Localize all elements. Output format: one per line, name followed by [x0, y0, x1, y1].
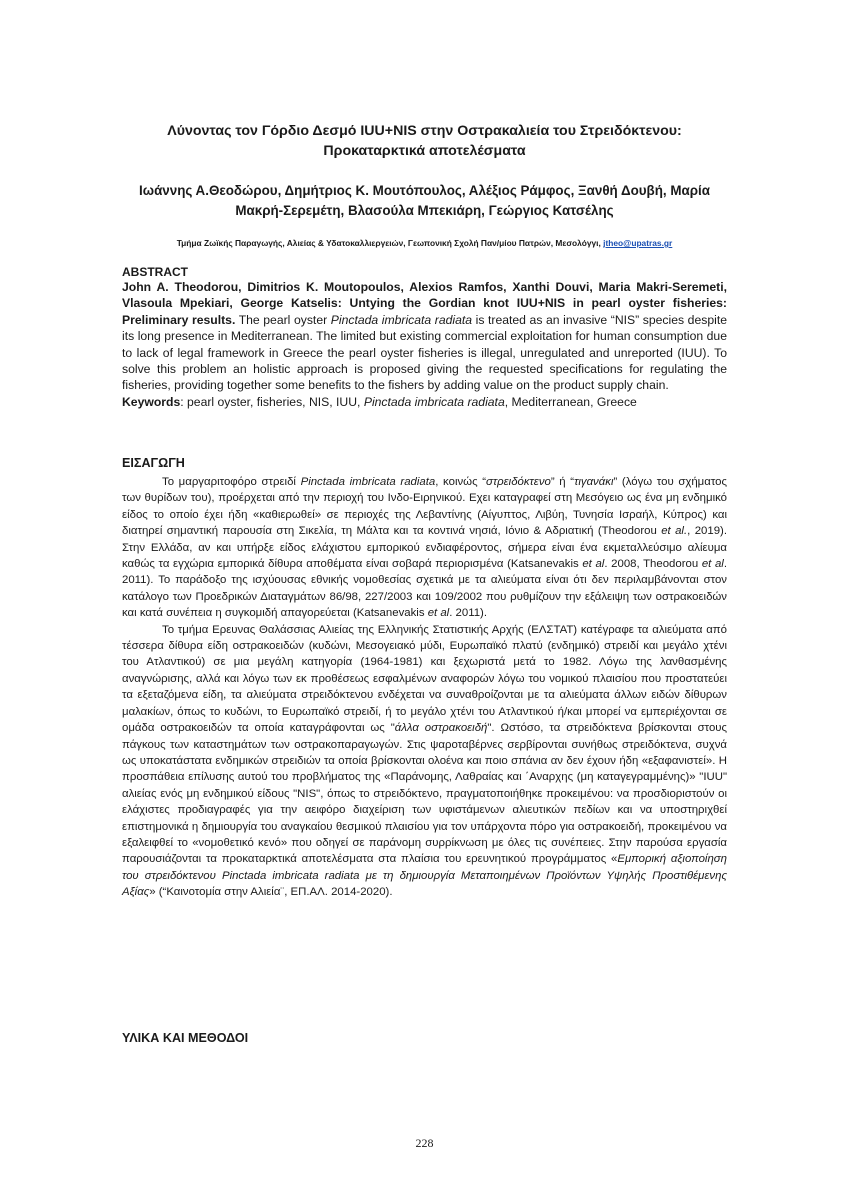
introduction-paragraph-1	[122, 474, 727, 622]
introduction-p1-run: et al	[427, 607, 450, 620]
introduction-p1-run: . 2011).	[449, 607, 487, 620]
introduction-p1-run: . 2008, Theodorou	[604, 558, 702, 571]
keywords-text-2: , Mediterranean, Greece	[504, 394, 637, 409]
affiliation-text: Τμήμα Ζωϊκής Παραγωγής, Αλιείας & Υδατοκαλλιεργειών, Γεωπονική Σχολή Παν/μίου Πατρών, Μεσολόγγι,	[176, 238, 604, 248]
introduction-p1-run: , κοινώς “	[435, 476, 486, 488]
introduction-p1-run: . 2011). Το παράδοξο της ισχύουσας εθνικής νομοθεσίας σχετικά με τα αλιεύματα είναι ότι δεν περιλαμβάνονται στον κατάλογο των Προεδρικών Διαταγμάτων 86/98, 227/2003 και 109/2002 που ρυθμίζουν την εξάλειψη των οστρακοειδών και κατά συνέπεια η συγκομιδή απαγορεύεται (Katsanevakis	[122, 558, 728, 620]
introduction-p1-run: Το μαργαριτοφόρο στρειδί	[162, 476, 301, 488]
author-list-line-1: Ιωάννης Α.Θεοδώρου, Δημήτριος Κ. Μουτόπουλος, Αλέξιος Ράμφος, Ξανθή Δουβή, Μαρία	[139, 183, 710, 198]
abstract-heading: ABSTRACT	[122, 265, 188, 279]
introduction-body	[122, 474, 727, 901]
introduction-p1-run: στρειδόκτενο	[486, 476, 551, 488]
abstract-species: Pinctada imbricata radiata	[330, 312, 473, 327]
keywords-species: Pinctada imbricata radiata	[363, 394, 505, 409]
paper-title-line-2: Προκαταρκτικά αποτελέσματα	[323, 143, 526, 159]
introduction-p2-run: » (“Καινοτομία στην Αλιεία¨, ΕΠ.ΑΛ. 2014-2020).	[149, 886, 393, 899]
abstract-text-2: is treated as an invasive “NIS” species despite its long presence in Mediterranean. The limited but existing commercial exploitation for human consumption due to lack of legal framework in Greece the pearl oyster fisheries is illegal, unregulated and unreported (IUU). To solve this problem an holistic approach is proposed giving the requested specifications for regulating the fisheries, providing together some benefits to the fishers by adding value on the product supply chain.	[122, 312, 727, 393]
introduction-p1-run: et al.	[661, 525, 688, 538]
introduction-paragraph-2	[122, 622, 727, 901]
introduction-p2-run: Εμπορική αξιοποίηση του στρειδόκτενου Pinctada imbricata radiata με τη δημιουργία Μεταποιημένων Προϊόντων Υψηλής Προστιθέμενης Αξίας	[122, 853, 727, 899]
introduction-p1-run: et al	[582, 558, 605, 571]
introduction-p2-run: ". Ωστόσο, τα στρειδόκτενα βρίσκονται στους πάγκους των καταστημάτων των οστρακοπαραγωγών. Στις ψαροταβέρνες σερβίρονται συνήθως στρειδόκτενα, συχνά ως υποκατάστατα ενδημικών στρειδιών τα οποία βρίσκονται ολοένα και ποιο σπάνια αν δεν έχουν ήδη «εξαφανιστεί». Η προσπάθεια επίλυσης αυτού του προβλήματος της «Παράνομης, Λαθραίας και ΄Αναρχης (μη καταγεγραμμένης)» "IUU" αλιείας ενός μη ενδημικού είδους "NIS", όπως το στρειδόκτενο, πραγματοποιήθηκε προκειμένου: να προσδιοριστούν οι ελάχιστες προδιαγραφές για την αειφόρο διαχείριση των υφιστάμενων αλιευτικών πεδίων και να υποστηριχθεί επιστημονικά η δημιουργία του αναγκαίου θεσμικού πλαισίου για τον υπάρχοντα πόρο για οστρακοειδή, προκειμένου να εξαλειφθεί το «νομοθετικό κενό» που οδηγεί σε παράνομη συρρίκνωση με όλες τις συνέπειες. Στην παρούσα εργασία παρουσιάζονται τα προκαταρκτικά αποτελέσματα στα πλαίσια του ερευνητικού προγράμματος «	[122, 722, 728, 866]
author-list-line-2: Μακρή-Σερεμέτη, Βλασούλα Μπεκιάρη, Γεώργιος Κατσέλης	[235, 203, 614, 218]
introduction-p2-run: Το τμήμα Ερευνας Θαλάσσιας Αλιείας της Ελληνικής Στατιστικής Αρχής (ΕΛΣΤΑΤ) κατέγραφε τα αλιεύματα από τέσσερα δίθυρα είδη οστρακοειδών (κυδώνι, Μεσογειακό μύδι, Ευρωπαϊκό πλατύ (ενδημικό) στρειδί και μεγάλο χτένι του Ατλαντικού) σε μια μεγάλη κατηγορία (1964-1981) και ξεχωριστά μετά το 1982. Λόγω της λανθασμένης αναγνώρισης, αλλά και λόγω των εκ προθέσεως εσφαλμένων αναφορών λόγω του νομικού πλαισίου που προστατεύει τα εξεταζόμενα είδη, τα αλιεύματα στρειδόκτενου ενδέχεται να συναθροίζονται με τα αλιεύματα άλλων ειδών δίθυρων μαλακίων, όπως το κυδώνι, το Ευρωπαϊκό στρειδί, ή το μεγάλο χτένι του Ατλαντικού ή/και μπορεί να εμπεριέχονται σε ομάδα οστρακοειδών τα οποία καταγράφονται ως "	[122, 623, 727, 735]
email-link[interactable]: jtheo@upatras.gr	[603, 238, 673, 248]
introduction-p2-run: άλλα οστρακοειδή	[394, 722, 488, 735]
introduction-p1-run: , 2019). Στην Ελλάδα, αν και υπήρξε είδος ελάχιστου εμπορικού ενδιαφέροντος, σήμερα είναι ένα εκμεταλλεύσιμο αλίευμα καθώς τα εγχώρια εμπορικά δίθυρα αποθέματα είναι σοβαρά περιορισμένα (Katsanevakis	[122, 525, 727, 571]
introduction-p1-run: ” ή “	[550, 476, 575, 488]
introduction-p1-run: Pinctada imbricata radiata	[300, 476, 436, 488]
keywords-text-1: : pearl oyster, fisheries, NIS, IUU,	[180, 394, 364, 409]
paper-title	[122, 121, 727, 161]
keywords-label: Keywords	[122, 394, 181, 409]
introduction-heading: ΕΙΣΑΓΩΓΗ	[122, 456, 185, 470]
author-list	[122, 181, 727, 221]
introduction-p1-run: ” (λόγω του σχήματος των θυρίδων του), προέρχεται από την περιοχή του Ινδο-Ειρηνικού. Εχει καταγραφεί στη Μεσόγειο ως ένα μη ενδημικό είδος το οποίο έχει ήδη «καθιερωθεί» σε περιοχές της Λεβαντίνης (Αίγυπτος, Λιβύη, Τυνησία Ισραήλ, Κύπρος) και διατηρεί σημαντική παρουσία στη Σικελία, τη Μάλτα και τα κοντινά νησιά, Ιόνιο & Αδριατική (Theodorou	[122, 476, 727, 538]
introduction-p1-run: τιγανάκι	[574, 476, 614, 488]
abstract-text-1: The pearl oyster	[235, 312, 331, 327]
abstract-title: John A. Theodorou, Dimitrios K. Moutopoulos, Alexios Ramfos, Xanthi Douvi, Maria Makri-Seremeti, Vlasoula Mpekiari, George Katselis: Untying the Gordian knot IUU+NIS in pearl oyster fisheries: Preliminary results.	[122, 280, 727, 327]
abstract-body	[122, 279, 727, 410]
page-number: 228	[415, 1136, 434, 1150]
introduction-p1-run: et al	[701, 558, 724, 571]
paper-title-line-1: Λύνοντας τον Γόρδιο Δεσμό IUU+NIS στην Οστρακαλιεία του Στρειδόκτενου:	[167, 123, 682, 139]
affiliation	[122, 237, 727, 249]
methods-heading: ΥΛΙΚΑ ΚΑΙ ΜΕΘΟΔΟΙ	[122, 1031, 249, 1045]
